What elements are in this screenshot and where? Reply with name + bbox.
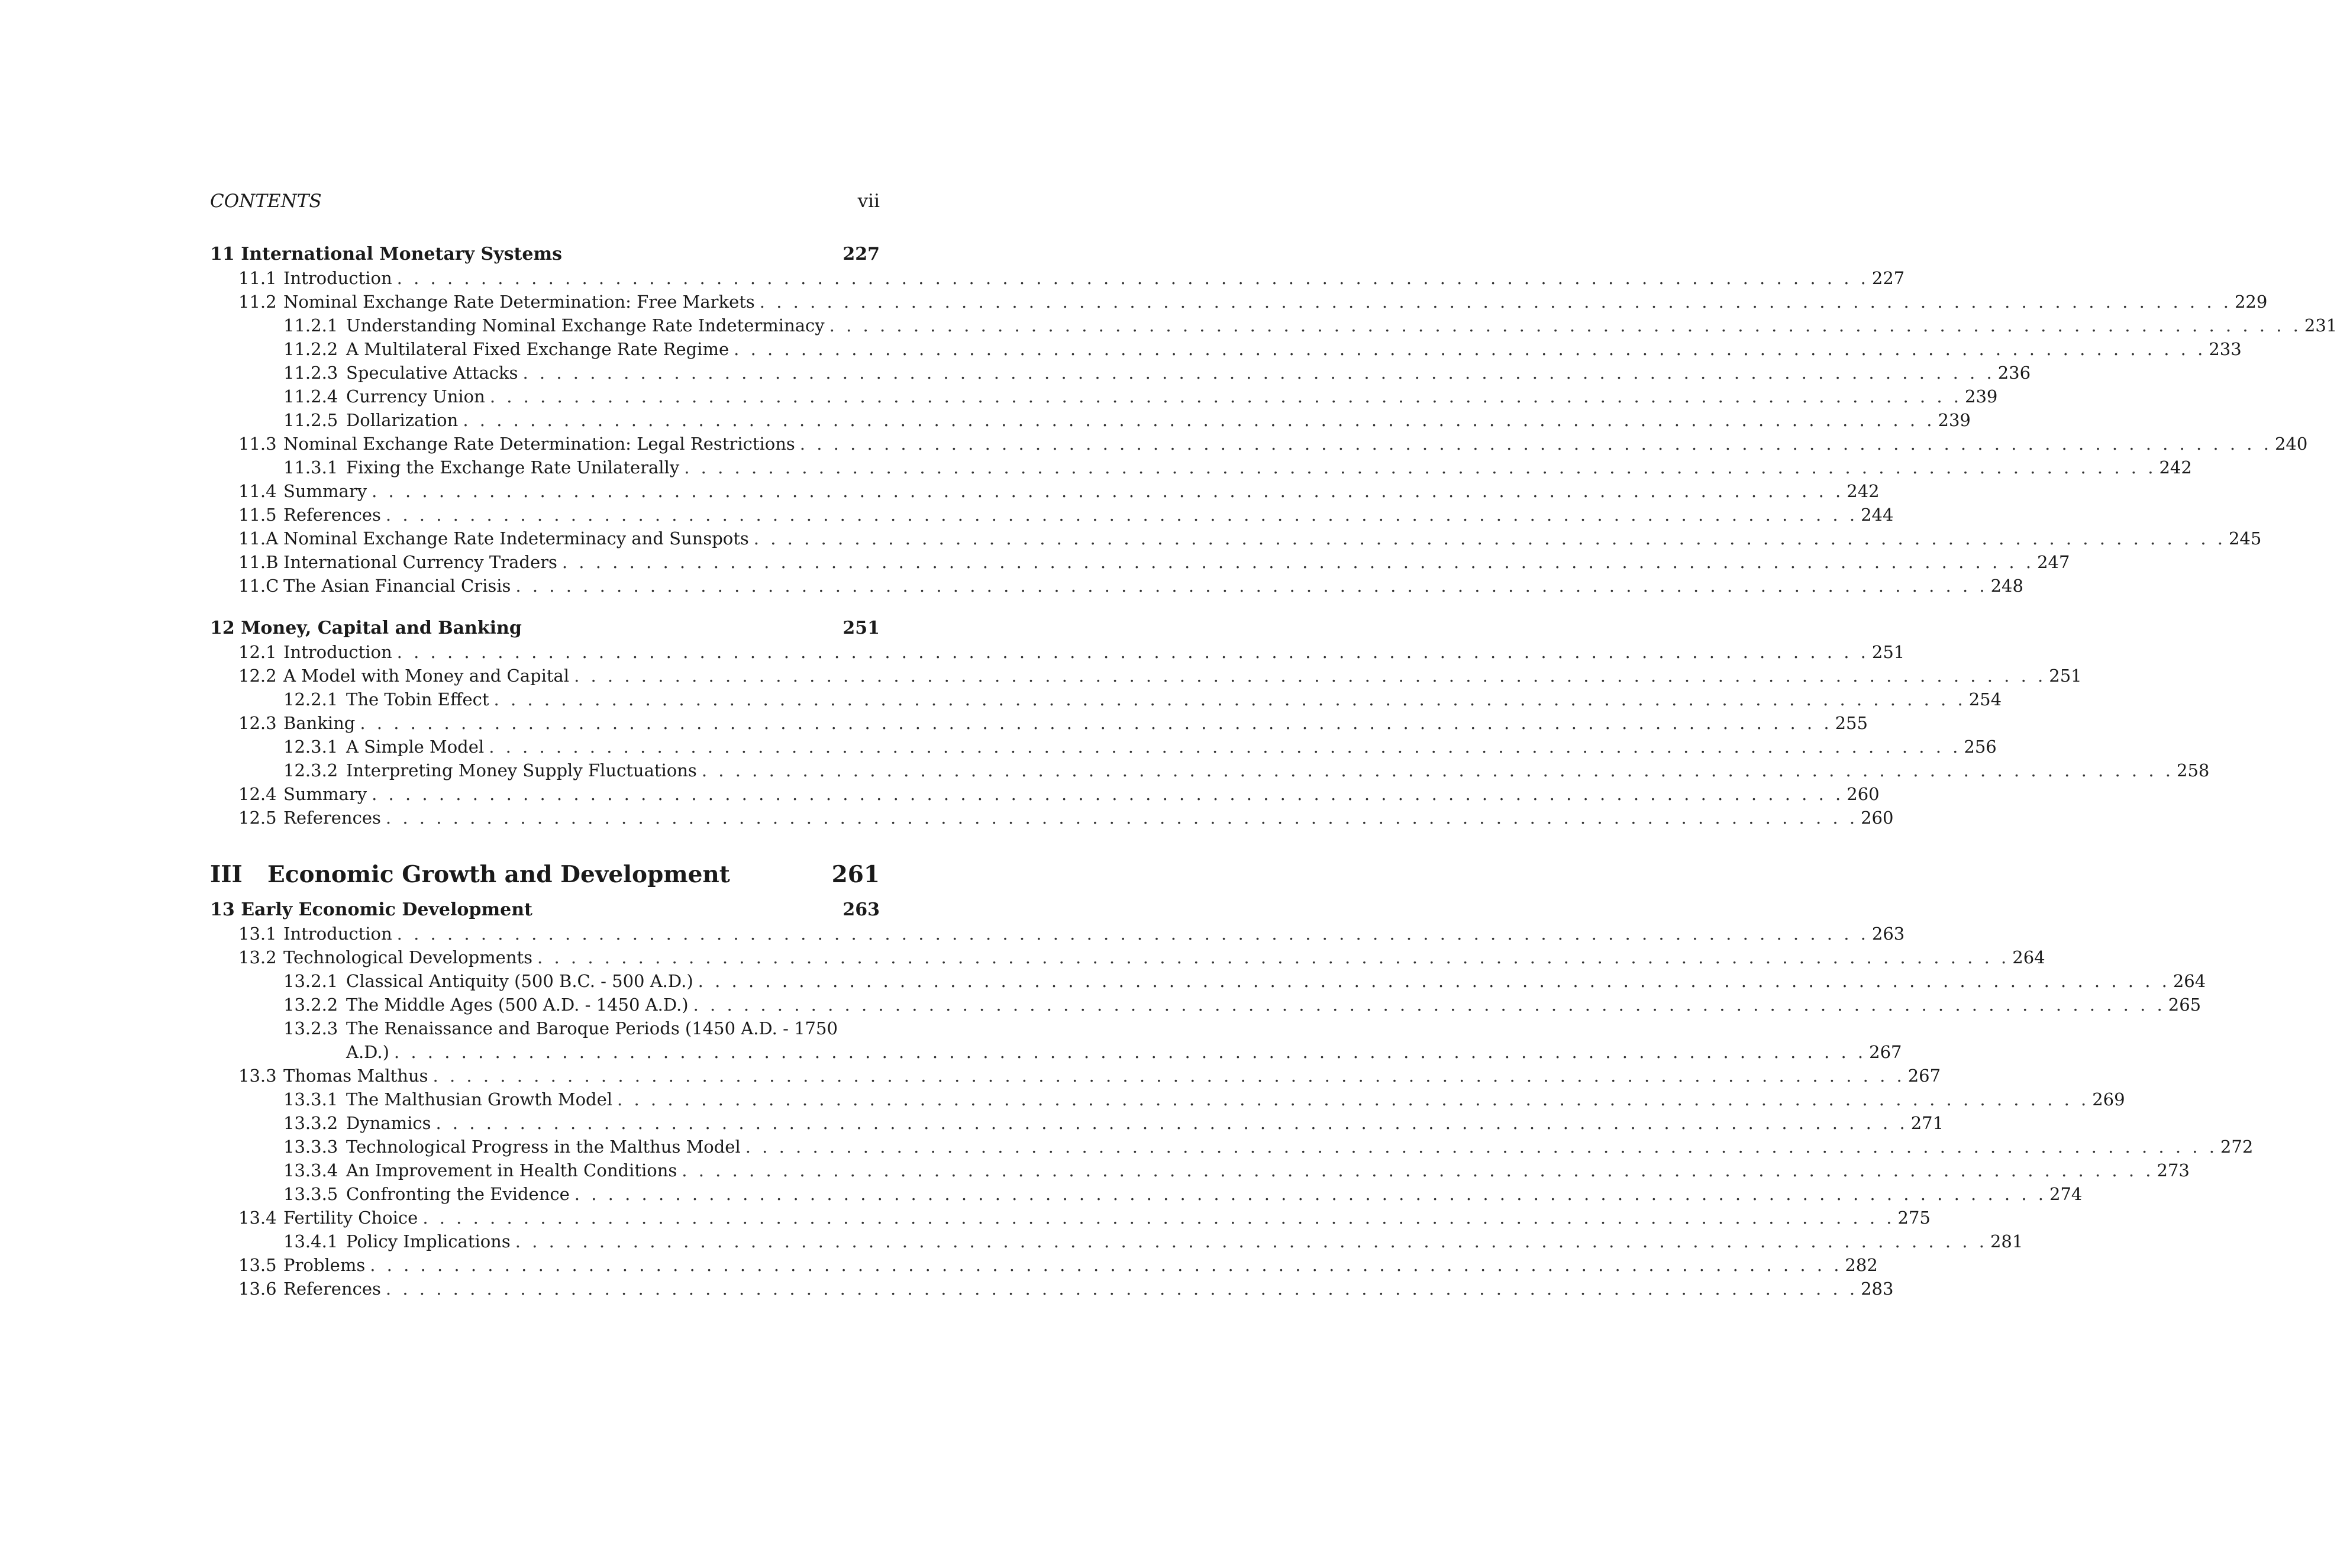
toc-entry-label: Problems (283, 1255, 366, 1275)
toc-entry[interactable] (210, 1253, 1878, 1277)
toc-entry-page: 281 (1990, 1231, 2023, 1251)
toc-entry-label: Thomas Malthus (283, 1066, 428, 1086)
toc-entry[interactable] (210, 385, 1998, 408)
toc-entry-number: 11.2.2 (283, 339, 338, 359)
dot-leader (386, 503, 1855, 527)
toc-entry-number: 12.2.1 (283, 689, 338, 709)
toc-entry-label: Currency Union (346, 386, 485, 406)
toc-entry-line (283, 1040, 1902, 1064)
toc-entry-page: 236 (1997, 363, 2031, 383)
dot-leader (370, 1253, 1839, 1277)
toc-entry-label: Summary (283, 784, 367, 804)
toc-entry-number: 13.3.3 (283, 1137, 338, 1157)
toc-entry[interactable] (210, 759, 2210, 782)
toc-entry-number: 11.5 (238, 505, 277, 525)
toc-entry-number: 13.2.3 (283, 1018, 338, 1038)
toc-entry[interactable] (210, 1088, 2125, 1111)
toc-entry-label-continued: A.D.) (346, 1042, 389, 1062)
dot-leader (397, 640, 1866, 664)
toc-entry[interactable] (210, 550, 2070, 574)
toc-entry[interactable] (210, 479, 1880, 503)
chapter-title[interactable] (210, 898, 880, 922)
toc-entry-label: Dynamics (346, 1113, 431, 1133)
chapter-page: 227 (843, 244, 880, 264)
toc-entry-number: 13.2.2 (283, 995, 338, 1015)
toc-entry-label: Interpreting Money Supply Fluctuations (346, 760, 697, 780)
toc-entry-number: 13.1 (238, 924, 277, 944)
toc-entry-label: International Currency Traders (283, 552, 557, 572)
toc-entry-number: 11.2.5 (283, 410, 338, 430)
toc-entry-number: 11.3.1 (283, 457, 338, 478)
toc-entry-number: 13.3.5 (283, 1184, 338, 1204)
toc-entry-label: A Simple Model (346, 737, 485, 757)
toc-entry-label: A Multilateral Fixed Exchange Rate Regime (346, 339, 729, 359)
toc-entry[interactable] (210, 314, 2337, 337)
toc-entry[interactable] (210, 432, 2308, 456)
toc-entry-number: 12.1 (238, 642, 277, 662)
toc-entry-page: 227 (1871, 268, 1905, 288)
part-heading[interactable] (210, 858, 880, 891)
dot-leader (829, 314, 2299, 337)
chapter-entries (210, 922, 2254, 1301)
toc-entry-number: 13.3.2 (283, 1113, 338, 1133)
toc-entry[interactable] (210, 664, 2082, 688)
toc-entry-label: Speculative Attacks (346, 363, 518, 383)
toc-entry-number: 11.1 (238, 268, 277, 288)
toc-entry[interactable] (210, 1064, 1941, 1088)
toc-entry-page: 240 (2274, 434, 2308, 454)
toc-entry-label: Classical Antiquity (500 B.C. - 500 A.D.) (346, 971, 693, 991)
toc-entry-page: 239 (1938, 410, 1971, 430)
toc-entry[interactable] (210, 946, 2045, 969)
dot-leader (734, 337, 2203, 361)
dot-leader (515, 1230, 1984, 1253)
toc-entry-page: 244 (1861, 505, 1894, 525)
part-number: III (210, 861, 243, 888)
dot-leader (489, 735, 1958, 759)
toc-entry-page: 233 (2209, 339, 2242, 359)
chapter-title[interactable] (210, 617, 880, 640)
dot-leader (562, 550, 2031, 574)
toc-entry[interactable] (210, 266, 1905, 290)
dot-leader (494, 688, 1963, 711)
toc-entry[interactable] (210, 290, 2268, 314)
toc-entry-page: 251 (1871, 642, 1905, 662)
table-of-contents (210, 243, 2337, 1301)
toc-entry-label: Nominal Exchange Rate Determination: Legal Restrictions (283, 434, 795, 454)
toc-entry-page: 248 (1990, 576, 2023, 596)
dot-leader (397, 266, 1866, 290)
toc-entry-label: Fertility Choice (283, 1208, 418, 1228)
toc-entry-page: 239 (1965, 386, 1998, 406)
dot-leader (422, 1206, 1891, 1230)
toc-entry[interactable] (210, 1206, 1931, 1230)
chapter-page: 263 (843, 899, 880, 920)
toc-entry-page: 242 (2159, 457, 2192, 478)
toc-entry-page: 256 (1964, 737, 1997, 757)
dot-leader (433, 1064, 1902, 1088)
dot-leader (574, 664, 2043, 688)
dot-leader (537, 946, 2006, 969)
dot-leader (372, 782, 1841, 806)
chapter-entries (210, 640, 2210, 830)
toc-entry-number: 11.2 (238, 292, 277, 312)
toc-entry-page: 267 (1869, 1042, 1902, 1062)
toc-entry[interactable] (210, 527, 2262, 550)
dot-leader (397, 922, 1866, 946)
toc-entry-number: 13.2.1 (283, 971, 338, 991)
toc-entry-label: Summary (283, 481, 367, 501)
dot-leader (682, 1159, 2151, 1182)
toc-entry-page: 242 (1847, 481, 1880, 501)
toc-entry[interactable] (210, 782, 1880, 806)
dot-leader (617, 1088, 2086, 1111)
toc-entry[interactable] (210, 456, 2192, 479)
toc-entry-label: Banking (283, 713, 356, 733)
toc-entry-page: 275 (1897, 1208, 1931, 1228)
toc-entry-number: 11.2.1 (283, 315, 338, 335)
dot-leader (574, 1182, 2044, 1206)
toc-entry-label: The Middle Ages (500 A.D. - 1450 A.D.) (346, 995, 689, 1015)
toc-entry-number: 13.3 (238, 1066, 277, 1086)
chapter-title-text: 12 Money, Capital and Banking (210, 618, 522, 638)
toc-entry[interactable] (210, 711, 1868, 735)
toc-entry-page: 263 (1871, 924, 1905, 944)
toc-entry-number: 12.3.1 (283, 737, 338, 757)
toc-entry-number: 11.2.4 (283, 386, 338, 406)
toc-entry[interactable] (210, 1159, 2190, 1182)
toc-entry[interactable] (210, 1111, 1944, 1135)
toc-entry-number: 12.5 (238, 808, 277, 828)
toc-entry-number: 13.4.1 (283, 1231, 338, 1251)
dot-leader (463, 408, 1932, 432)
toc-entry-label: Policy Implications (346, 1231, 511, 1251)
toc-entry-number: 13.3.1 (283, 1089, 338, 1109)
toc-entry-number: 11.3 (238, 434, 277, 454)
toc-entry-label: Confronting the Evidence (346, 1184, 570, 1204)
toc-entry[interactable] (210, 503, 1894, 527)
toc-entry-number: 12.3 (238, 713, 277, 733)
toc-entry-page: 247 (2037, 552, 2070, 572)
dot-leader (760, 290, 2229, 314)
toc-entry-page: 245 (2228, 528, 2262, 549)
toc-entry-page: 282 (1845, 1255, 1878, 1275)
toc-entry[interactable] (210, 688, 2002, 711)
toc-entry-label: The Tobin Effect (346, 689, 489, 709)
part-title (210, 858, 730, 891)
toc-entry-line (283, 1017, 880, 1040)
toc-entry-label: The Asian Financial Crisis (283, 576, 511, 596)
chapter-13 (210, 898, 2254, 1301)
toc-entry[interactable] (210, 1017, 1902, 1064)
chapter-11 (210, 243, 2337, 598)
part-page: 261 (831, 861, 880, 888)
toc-entry-label: Technological Progress in the Malthus Model (346, 1137, 741, 1157)
toc-entry-number: 13.3.4 (283, 1160, 338, 1180)
toc-entry[interactable] (210, 1277, 1894, 1301)
running-head (210, 191, 880, 214)
toc-entry-label: The Malthusian Growth Model (346, 1089, 613, 1109)
dot-leader (394, 1040, 1863, 1064)
chapter-title-text: 13 Early Economic Development (210, 899, 532, 920)
toc-entry-page: 258 (2177, 760, 2210, 780)
toc-entry-page: 251 (2049, 666, 2082, 686)
toc-entry-label: Introduction (283, 268, 392, 288)
toc-entry-number: 11.A (238, 528, 279, 549)
dot-leader (372, 479, 1841, 503)
dot-leader (515, 574, 1984, 598)
toc-entry-page: 283 (1861, 1279, 1894, 1299)
toc-entry-label: References (283, 808, 381, 828)
toc-entry-number: 12.2 (238, 666, 277, 686)
dot-leader (693, 993, 2162, 1017)
toc-entry-number: 13.5 (238, 1255, 277, 1275)
toc-entry[interactable] (210, 806, 1894, 830)
toc-entry-label: Technological Developments (283, 947, 533, 967)
chapter-12 (210, 617, 2210, 830)
toc-entry-page: 260 (1847, 784, 1880, 804)
toc-entry[interactable] (210, 1135, 2254, 1159)
toc-entry-label: Fixing the Exchange Rate Unilaterally (346, 457, 680, 478)
toc-entry-label: References (283, 1279, 381, 1299)
dot-leader (754, 527, 2223, 550)
toc-entry-label: References (283, 505, 381, 525)
toc-entry[interactable] (210, 993, 2202, 1017)
toc-entry[interactable] (210, 1182, 2083, 1206)
toc-entry-label: The Renaissance and Baroque Periods (1450 A.D. - 1750 (346, 1018, 838, 1038)
toc-entry[interactable] (210, 337, 2242, 361)
toc-entry-label: Introduction (283, 924, 392, 944)
dot-leader (490, 385, 1959, 408)
toc-entry[interactable] (210, 735, 1997, 759)
toc-entry-label: A Model with Money and Capital (283, 666, 570, 686)
toc-entry-number: 11.B (238, 552, 279, 572)
toc-entry-page: 269 (2092, 1089, 2125, 1109)
chapter-entries (210, 266, 2337, 598)
dot-leader (436, 1111, 1905, 1135)
toc-entry-label: Nominal Exchange Rate Indeterminacy and Sunspots (283, 528, 749, 549)
dot-leader (523, 361, 1992, 385)
toc-entry-page: 272 (2220, 1137, 2254, 1157)
toc-entry-number: 11.2.3 (283, 363, 338, 383)
toc-entry-label: Dollarization (346, 410, 459, 430)
toc-entry-page: 229 (2234, 292, 2268, 312)
part-title-text: Economic Growth and Development (267, 861, 730, 888)
toc-entry-page: 264 (2012, 947, 2045, 967)
dot-leader (386, 1277, 1855, 1301)
page-number: vii (857, 191, 880, 212)
toc-entry-page: 231 (2304, 315, 2337, 335)
dot-leader (684, 456, 2153, 479)
dot-leader (386, 806, 1855, 830)
chapter-title-text: 11 International Monetary Systems (210, 244, 563, 264)
toc-entry[interactable] (210, 361, 2031, 385)
running-head-title: CONTENTS (210, 191, 322, 212)
toc-entry[interactable] (210, 1230, 2023, 1253)
toc-entry[interactable] (210, 640, 1905, 664)
toc-entry-page: 255 (1835, 713, 1868, 733)
toc-entry[interactable] (210, 969, 2206, 993)
toc-entry-number: 11.C (238, 576, 279, 596)
toc-entry-label: Introduction (283, 642, 392, 662)
dot-leader (745, 1135, 2215, 1159)
chapter-page: 251 (843, 618, 880, 638)
dot-leader (698, 969, 2167, 993)
toc-entry-page: 274 (2049, 1184, 2083, 1204)
toc-entry-label: Understanding Nominal Exchange Rate Indeterminacy (346, 315, 825, 335)
toc-entry-page: 267 (1907, 1066, 1941, 1086)
toc-entry-page: 264 (2173, 971, 2206, 991)
toc-entry-number: 11.4 (238, 481, 277, 501)
toc-entry-number: 13.6 (238, 1279, 277, 1299)
toc-entry-number: 12.4 (238, 784, 277, 804)
toc-entry-page: 271 (1910, 1113, 1944, 1133)
dot-leader (360, 711, 1829, 735)
chapter-title[interactable] (210, 243, 880, 266)
dot-leader (800, 432, 2269, 456)
toc-entry-page: 265 (2168, 995, 2202, 1015)
toc-entry-page: 260 (1861, 808, 1894, 828)
toc-entry-page: 273 (2157, 1160, 2190, 1180)
toc-entry-label: An Improvement in Health Conditions (346, 1160, 677, 1180)
toc-entry-page: 254 (1968, 689, 2002, 709)
toc-entry-number: 13.2 (238, 947, 277, 967)
toc-entry[interactable] (210, 922, 1905, 946)
toc-entry-number: 12.3.2 (283, 760, 338, 780)
toc-entry-label: Nominal Exchange Rate Determination: Free Markets (283, 292, 755, 312)
toc-entry[interactable] (210, 574, 2023, 598)
dot-leader (702, 759, 2171, 782)
toc-entry[interactable] (210, 408, 1971, 432)
toc-entry-number: 13.4 (238, 1208, 277, 1228)
